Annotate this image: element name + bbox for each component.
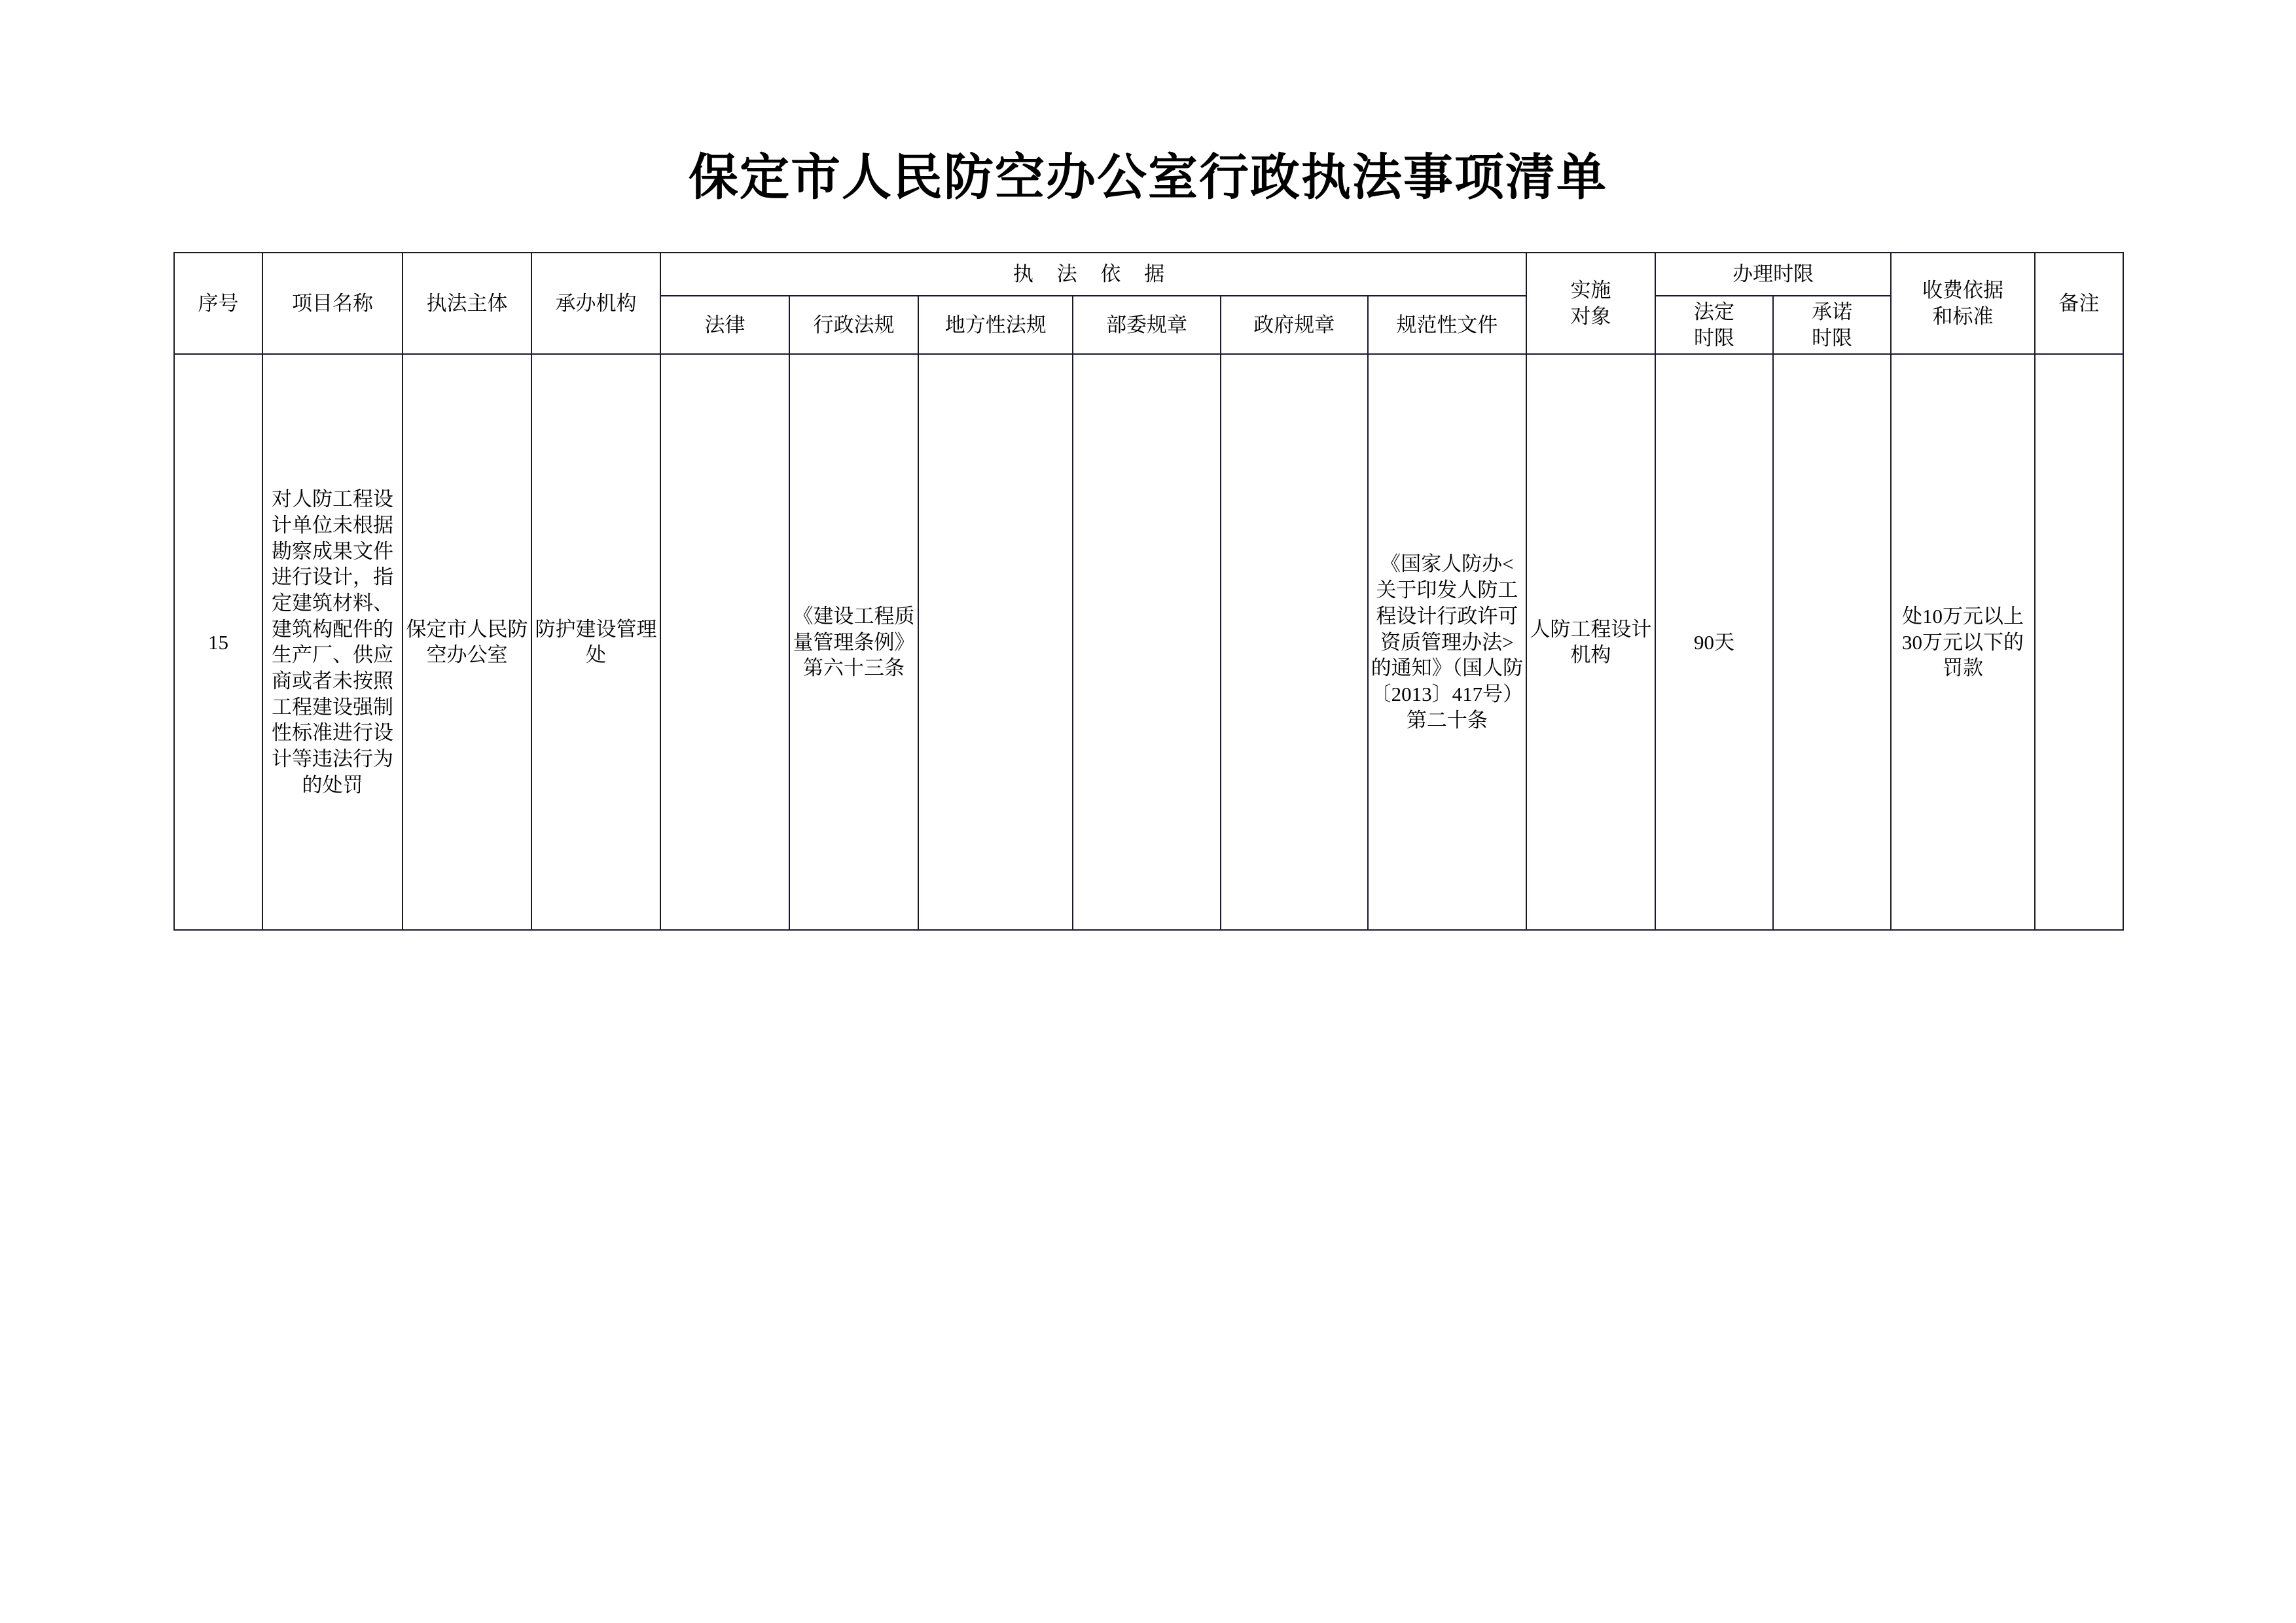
- col-header-government-rule: 政府规章: [1221, 296, 1368, 354]
- implementation-object-line2: 对象: [1570, 304, 1611, 328]
- statutory-limit-line2: 时限: [1694, 326, 1734, 349]
- col-header-fee-basis: [1891, 253, 2035, 354]
- col-header-remark: 备注: [2035, 253, 2123, 354]
- col-header-promised-limit: [1773, 296, 1891, 354]
- implementation-object-line1: 实施: [1570, 279, 1611, 302]
- table-head: [174, 253, 2123, 354]
- cell-statutory-limit: 90天: [1655, 354, 1773, 930]
- col-header-processing-limit-group: 办理时限: [1655, 253, 1891, 296]
- col-header-statutory-limit: [1655, 296, 1773, 354]
- promised-limit-line1: 承诺: [1812, 300, 1853, 323]
- enforcement-items-table-wrapper: [173, 252, 2124, 931]
- col-header-local-regulation: 地方性法规: [918, 296, 1073, 354]
- cell-normative-doc: 《国家人防办<关于印发人防工程设计行政许可资质管理办法>的通知》（国人防〔2013〕417号）第二十条: [1368, 354, 1526, 930]
- cell-ministry-rule: [1073, 354, 1220, 930]
- cell-local-regulation: [918, 354, 1073, 930]
- table-row: [174, 354, 2123, 930]
- col-header-seq: 序号: [174, 253, 262, 354]
- col-header-implementation-object: [1526, 253, 1655, 354]
- col-header-project-name: 项目名称: [262, 253, 403, 354]
- col-header-undertaking-org: 承办机构: [531, 253, 660, 354]
- cell-seq: 15: [174, 354, 262, 930]
- cell-remark: [2035, 354, 2123, 930]
- cell-law: [660, 354, 789, 930]
- cell-admin-regulation: 《建设工程质量管理条例》第六十三条: [789, 354, 918, 930]
- table-body: [174, 354, 2123, 930]
- fee-basis-line1: 收费依据: [1922, 279, 2003, 302]
- promised-limit-line2: 时限: [1812, 326, 1853, 349]
- col-header-admin-regulation: 行政法规: [789, 296, 918, 354]
- table-header-row-1: [174, 253, 2123, 296]
- cell-government-rule: [1221, 354, 1368, 930]
- enforcement-items-table: [173, 252, 2124, 931]
- statutory-limit-line1: 法定: [1694, 300, 1734, 323]
- cell-implementation-object: 人防工程设计机构: [1526, 354, 1655, 930]
- col-header-ministry-rule: 部委规章: [1073, 296, 1220, 354]
- cell-enforcement-subject: 保定市人民防空办公室: [403, 354, 531, 930]
- fee-basis-line2: 和标准: [1932, 304, 1994, 328]
- col-header-enforcement-subject: 执法主体: [403, 253, 531, 354]
- cell-fee-basis: 处10万元以上30万元以下的罚款: [1891, 354, 2035, 930]
- col-header-law: 法律: [660, 296, 789, 354]
- cell-promised-limit: [1773, 354, 1891, 930]
- cell-project-name: 对人防工程设计单位未根据勘察成果文件进行设计，指定建筑材料、建筑构配件的生产厂、供应商或者未按照工程建设强制性标准进行设计等违法行为的处罚: [262, 354, 403, 930]
- page-title: 保定市人民防空办公室行政执法事项清单: [689, 150, 1607, 205]
- col-header-legal-basis-group: 执 法 依 据: [660, 253, 1526, 296]
- cell-undertaking-org: 防护建设管理处: [531, 354, 660, 930]
- col-header-normative-doc: 规范性文件: [1368, 296, 1526, 354]
